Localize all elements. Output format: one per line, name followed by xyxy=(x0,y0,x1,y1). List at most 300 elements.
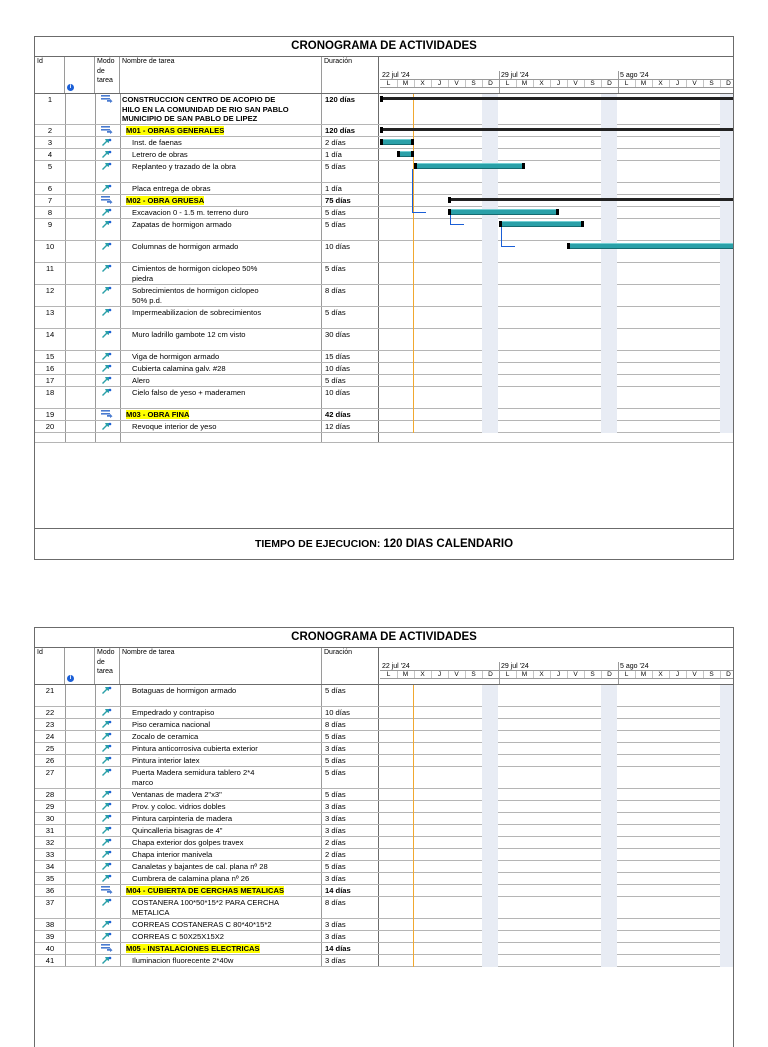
task-name: Chapa interior manivela xyxy=(132,850,213,859)
day-label: M xyxy=(640,80,647,87)
task-duration: 5 días xyxy=(322,731,379,742)
manual-task-icon xyxy=(101,184,113,192)
task-id: 6 xyxy=(35,183,66,194)
task-name-cell xyxy=(120,789,322,800)
task-name: M02 - OBRA GRUESA xyxy=(126,196,205,205)
blank-row xyxy=(35,433,733,443)
footer-value: 120 DIAS CALENDARIO xyxy=(383,538,514,550)
mode-cell xyxy=(95,421,121,432)
task-name: Cielo falso de yeso + maderamen xyxy=(132,388,246,397)
task-id: 30 xyxy=(35,813,66,824)
task-id: 2 xyxy=(35,125,66,136)
info-cell xyxy=(65,241,96,262)
day-label: J xyxy=(556,80,561,87)
task-bar-end-cap xyxy=(522,163,525,169)
mode-cell xyxy=(95,285,121,306)
weekend-shade xyxy=(601,685,617,967)
task-id: 8 xyxy=(35,207,66,218)
mode-cell xyxy=(95,183,121,194)
auto-schedule-icon xyxy=(101,944,113,952)
task-name-cell xyxy=(120,755,322,766)
manual-task-icon xyxy=(101,720,113,728)
task-id: 9 xyxy=(35,219,66,240)
mode-cell xyxy=(95,955,121,966)
day-label: V xyxy=(573,671,578,678)
mode-cell xyxy=(95,219,121,240)
task-name-cell xyxy=(120,767,322,788)
manual-task-icon xyxy=(101,838,113,846)
day-label: S xyxy=(590,671,595,678)
day-label: X xyxy=(420,671,425,678)
day-label: X xyxy=(658,80,663,87)
manual-task-icon xyxy=(101,686,113,694)
task-id: 3 xyxy=(35,137,66,148)
task-name-cell xyxy=(120,125,322,136)
task-name-cell xyxy=(120,421,322,432)
dependency-link xyxy=(450,215,451,224)
task-id: 27 xyxy=(35,767,66,788)
task-duration: 10 días xyxy=(322,387,379,408)
info-cell xyxy=(65,351,96,362)
info-cell xyxy=(65,387,96,408)
info-cell xyxy=(65,685,96,706)
task-duration: 14 días xyxy=(322,885,379,896)
task-name: M03 - OBRA FINA xyxy=(126,410,190,419)
mode-cell xyxy=(95,207,121,218)
task-id: 7 xyxy=(35,195,66,206)
task-id: 34 xyxy=(35,861,66,872)
task-name: Prov. y coloc. vidrios dobles xyxy=(132,802,226,811)
task-duration: 5 días xyxy=(322,161,379,182)
manual-task-icon xyxy=(101,364,113,372)
task-bar[interactable] xyxy=(380,139,414,145)
task-duration: 5 días xyxy=(322,767,379,788)
task-name-cell xyxy=(120,825,322,836)
day-label: L xyxy=(386,671,391,678)
day-label: D xyxy=(607,80,612,87)
info-cell xyxy=(65,285,96,306)
manual-task-icon xyxy=(101,898,113,906)
task-name-cell xyxy=(120,743,322,754)
auto-schedule-icon xyxy=(101,886,113,894)
task-id: 28 xyxy=(35,789,66,800)
mode-cell xyxy=(95,789,121,800)
task-duration: 5 días xyxy=(322,755,379,766)
manual-task-icon xyxy=(101,220,113,228)
task-name: Replanteo y trazado de la obra xyxy=(132,162,236,171)
gantt-chart xyxy=(380,94,734,433)
mode-cell xyxy=(95,861,121,872)
day-label: X xyxy=(658,671,663,678)
manual-task-icon xyxy=(101,330,113,338)
task-name-cell xyxy=(120,813,322,824)
task-bar-end-cap xyxy=(556,209,559,215)
info-cell xyxy=(65,719,96,730)
day-label: L xyxy=(505,671,510,678)
info-cell xyxy=(65,897,96,918)
mode-cell xyxy=(95,363,121,374)
mode-cell xyxy=(95,161,121,182)
task-name-cell xyxy=(120,329,322,350)
task-name: Cumbrera de calamina plana nº 26 xyxy=(132,874,250,883)
day-label: S xyxy=(471,671,476,678)
task-name-cell xyxy=(120,219,322,240)
dependency-link xyxy=(450,224,464,225)
task-name: Puerta Madera semidura tablero 2*4 xyxy=(132,768,255,777)
manual-task-icon xyxy=(101,388,113,396)
task-name-cell xyxy=(120,387,322,408)
info-cell xyxy=(65,825,96,836)
info-cell xyxy=(65,873,96,884)
task-name-cell xyxy=(120,897,322,918)
task-duration: 8 días xyxy=(322,897,379,918)
task-name-cell xyxy=(120,685,322,706)
task-id: 35 xyxy=(35,873,66,884)
header-mode: Modo de tarea xyxy=(95,57,120,93)
task-name: Columnas de hormigon armado xyxy=(132,242,239,251)
task-id: 4 xyxy=(35,149,66,160)
day-label: V xyxy=(692,80,697,87)
task-duration: 2 días xyxy=(322,849,379,860)
task-bar[interactable] xyxy=(414,163,525,169)
info-cell xyxy=(65,861,96,872)
task-bar-start-cap xyxy=(567,243,570,249)
info-cell xyxy=(65,195,96,206)
task-id: 32 xyxy=(35,837,66,848)
info-cell xyxy=(65,307,96,328)
info-cell xyxy=(65,813,96,824)
mode-cell xyxy=(95,195,121,206)
info-cell xyxy=(65,943,96,954)
day-label: M xyxy=(402,671,409,678)
manual-task-icon xyxy=(101,422,113,430)
task-name-cell xyxy=(120,149,322,160)
info-cell xyxy=(65,931,96,942)
task-duration: 5 días xyxy=(322,789,379,800)
day-label: M xyxy=(402,80,409,87)
manual-task-icon xyxy=(101,768,113,776)
manual-task-icon xyxy=(101,208,113,216)
mode-cell xyxy=(95,707,121,718)
task-duration: 3 días xyxy=(322,743,379,754)
schedule-page-1 xyxy=(34,36,734,560)
day-label: V xyxy=(573,80,578,87)
manual-task-icon xyxy=(101,814,113,822)
task-duration: 5 días xyxy=(322,861,379,872)
info-cell xyxy=(65,219,96,240)
task-id: 23 xyxy=(35,719,66,730)
task-duration: 3 días xyxy=(322,955,379,966)
info-cell xyxy=(65,837,96,848)
task-name: Letrero de obras xyxy=(132,150,188,159)
day-label: L xyxy=(386,80,391,87)
day-label: M xyxy=(521,80,528,87)
day-label: L xyxy=(624,80,629,87)
task-name: Pintura anticorrosiva cubierta exterior xyxy=(132,744,258,753)
task-name-cell xyxy=(120,801,322,812)
info-cell xyxy=(65,263,96,284)
summary-bar[interactable] xyxy=(380,128,734,131)
task-bar[interactable] xyxy=(499,221,584,227)
task-name-cell xyxy=(120,183,322,194)
manual-task-icon xyxy=(101,376,113,384)
task-id: 20 xyxy=(35,421,66,432)
task-name-cell xyxy=(120,849,322,860)
info-cell xyxy=(65,955,96,966)
task-name-cell xyxy=(120,861,322,872)
table-header-2 xyxy=(35,648,733,685)
task-name: M05 - INSTALACIONES ELECTRICAS xyxy=(126,944,260,953)
task-id: 10 xyxy=(35,241,66,262)
task-id: 22 xyxy=(35,707,66,718)
weekend-shade xyxy=(720,685,734,967)
task-name-cell xyxy=(120,161,322,182)
manual-task-icon xyxy=(101,286,113,294)
task-id: 25 xyxy=(35,743,66,754)
mode-cell xyxy=(95,767,121,788)
header-duration: Duración xyxy=(322,57,379,93)
mode-cell xyxy=(95,387,121,408)
info-cell xyxy=(65,409,96,420)
weekend-shade xyxy=(720,94,734,433)
info-cell xyxy=(65,849,96,860)
info-cell xyxy=(65,161,96,182)
task-name: Quincalleria bisagras de 4" xyxy=(132,826,223,835)
task-name: Ventanas de madera 2"x3" xyxy=(132,790,222,799)
task-name-cell xyxy=(120,363,322,374)
task-name-cell xyxy=(120,731,322,742)
task-bar-start-cap xyxy=(380,139,383,145)
page-title: CRONOGRAMA DE ACTIVIDADES xyxy=(35,37,733,57)
task-name: M04 - CUBIERTA DE CERCHAS METALICAS xyxy=(126,886,285,895)
day-label: J xyxy=(675,671,680,678)
info-icon: i xyxy=(67,675,74,682)
task-name-cell xyxy=(120,943,322,954)
mode-cell xyxy=(95,919,121,930)
info-cell xyxy=(65,183,96,194)
week-label: 29 jul '24 xyxy=(501,663,529,670)
header-name-2: Nombre de tarea xyxy=(120,648,322,684)
manual-task-icon xyxy=(101,708,113,716)
task-duration: 3 días xyxy=(322,801,379,812)
task-bar-start-cap xyxy=(397,151,400,157)
task-duration: 3 días xyxy=(322,813,379,824)
info-cell xyxy=(65,731,96,742)
info-cell xyxy=(65,755,96,766)
task-duration: 2 días xyxy=(322,137,379,148)
task-id: 1 xyxy=(35,94,66,124)
task-name: Canaletas y bajantes de cal. plana nº 28 xyxy=(132,862,268,871)
task-duration: 5 días xyxy=(322,207,379,218)
summary-bar[interactable] xyxy=(448,198,734,201)
day-label: M xyxy=(521,671,528,678)
task-duration: 2 días xyxy=(322,837,379,848)
task-name-cell xyxy=(120,263,322,284)
task-name: 50% p.d. xyxy=(132,295,162,305)
info-cell xyxy=(65,707,96,718)
day-label: J xyxy=(437,80,442,87)
page-title-2: CRONOGRAMA DE ACTIVIDADES xyxy=(35,628,733,648)
task-name: Piso ceramica nacional xyxy=(132,720,211,729)
task-duration: 8 días xyxy=(322,285,379,306)
info-cell xyxy=(65,94,96,124)
task-name: Empedrado y contrapiso xyxy=(132,708,215,717)
task-name: M01 - OBRAS GENERALES xyxy=(126,126,225,135)
task-name: Zocalo de ceramica xyxy=(132,732,199,741)
task-id: 21 xyxy=(35,685,66,706)
task-duration: 12 días xyxy=(322,421,379,432)
week-label: 5 ago '24 xyxy=(620,663,649,670)
task-duration: 5 días xyxy=(322,685,379,706)
mode-cell xyxy=(95,801,121,812)
task-name-cell xyxy=(120,719,322,730)
task-name-cell xyxy=(120,837,322,848)
task-name: Viga de hormigon armado xyxy=(132,352,220,361)
task-name: Cimientos de hormigon ciclopeo 50% xyxy=(132,264,258,273)
task-name: Impermeabilizacion de sobrecimientos xyxy=(132,308,262,317)
task-name-cell xyxy=(120,285,322,306)
task-duration: 5 días xyxy=(322,263,379,284)
mode-cell xyxy=(95,685,121,706)
auto-schedule-icon xyxy=(101,126,113,134)
task-name-cell xyxy=(120,931,322,942)
mode-cell xyxy=(95,375,121,386)
task-name: METALICA xyxy=(132,907,170,917)
mode-cell xyxy=(95,931,121,942)
mode-cell xyxy=(95,329,121,350)
task-name-cell xyxy=(120,707,322,718)
mode-cell xyxy=(95,943,121,954)
task-duration: 10 días xyxy=(322,363,379,374)
task-duration: 10 días xyxy=(322,707,379,718)
task-id: 17 xyxy=(35,375,66,386)
task-id: 33 xyxy=(35,849,66,860)
header-name: Nombre de tarea xyxy=(120,57,322,93)
task-id: 16 xyxy=(35,363,66,374)
mode-cell xyxy=(95,351,121,362)
header-duration-2: Duración xyxy=(322,648,379,684)
info-cell xyxy=(65,375,96,386)
task-bar-start-cap xyxy=(414,163,417,169)
task-name: Excavacion 0 - 1.5 m. terreno duro xyxy=(132,208,249,217)
info-cell xyxy=(65,789,96,800)
day-label: V xyxy=(454,671,459,678)
task-duration: 14 días xyxy=(322,943,379,954)
day-label: D xyxy=(607,671,612,678)
manual-task-icon xyxy=(101,790,113,798)
mode-cell xyxy=(95,897,121,918)
task-name-cell xyxy=(120,873,322,884)
task-name: HILO EN LA COMUNIDAD DE RIO SAN PABLO xyxy=(122,104,289,114)
day-label: X xyxy=(539,80,544,87)
task-name: CONSTRUCCION CENTRO DE ACOPIO DE xyxy=(122,95,276,104)
day-label: V xyxy=(454,80,459,87)
header-id-2: Id xyxy=(35,648,65,684)
header-id: Id xyxy=(35,57,65,93)
task-name-cell xyxy=(120,94,322,124)
day-label: L xyxy=(505,80,510,87)
task-duration: 75 días xyxy=(322,195,379,206)
mode-cell xyxy=(95,731,121,742)
task-duration: 1 día xyxy=(322,183,379,194)
task-name-cell xyxy=(120,375,322,386)
info-cell xyxy=(65,207,96,218)
manual-task-icon xyxy=(101,850,113,858)
manual-task-icon xyxy=(101,932,113,940)
task-name-cell xyxy=(120,885,322,896)
week-label: 22 jul '24 xyxy=(382,663,410,670)
info-cell xyxy=(65,885,96,896)
task-name: piedra xyxy=(132,273,154,283)
task-id: 38 xyxy=(35,919,66,930)
mode-cell xyxy=(95,94,121,124)
manual-task-icon xyxy=(101,756,113,764)
manual-task-icon xyxy=(101,150,113,158)
header-info xyxy=(65,57,95,93)
task-bar[interactable] xyxy=(567,243,734,249)
mode-cell xyxy=(95,263,121,284)
task-name: Botaguas de hormigon armado xyxy=(132,686,237,695)
task-name: Inst. de faenas xyxy=(132,138,182,147)
task-bar[interactable] xyxy=(448,209,559,215)
day-label: S xyxy=(709,80,714,87)
table-header xyxy=(35,57,733,94)
day-label: X xyxy=(539,671,544,678)
task-duration: 120 días xyxy=(322,125,379,136)
task-id: 19 xyxy=(35,409,66,420)
dependency-link xyxy=(501,227,502,246)
day-label: S xyxy=(709,671,714,678)
task-name-cell xyxy=(120,919,322,930)
mode-cell xyxy=(95,743,121,754)
task-name: CORREAS C 50X25X15X2 xyxy=(132,932,225,941)
info-cell xyxy=(65,363,96,374)
mode-cell xyxy=(95,755,121,766)
task-id: 15 xyxy=(35,351,66,362)
schedule-page-2 xyxy=(34,627,734,1047)
info-cell xyxy=(65,137,96,148)
task-name-cell xyxy=(120,195,322,206)
task-name: COSTANERA 100*50*15*2 PARA CERCHA xyxy=(132,898,280,907)
task-id: 12 xyxy=(35,285,66,306)
dependency-link xyxy=(501,246,515,247)
day-label: J xyxy=(437,671,442,678)
day-label: X xyxy=(420,80,425,87)
manual-task-icon xyxy=(101,242,113,250)
task-name-cell xyxy=(120,955,322,966)
mode-cell xyxy=(95,149,121,160)
day-label: V xyxy=(692,671,697,678)
task-name-cell xyxy=(120,409,322,420)
manual-task-icon xyxy=(101,352,113,360)
task-bar-end-cap xyxy=(581,221,584,227)
manual-task-icon xyxy=(101,744,113,752)
summary-bar[interactable] xyxy=(380,97,734,100)
task-name: CORREAS COSTANERAS C 80*40*15*2 xyxy=(132,920,272,929)
task-name-cell xyxy=(120,351,322,362)
weekend-shade xyxy=(482,685,498,967)
task-duration: 120 días xyxy=(322,94,379,124)
info-cell xyxy=(65,329,96,350)
task-id: 31 xyxy=(35,825,66,836)
weekend-shade xyxy=(601,94,617,433)
info-cell xyxy=(65,919,96,930)
gantt-chart-2 xyxy=(380,685,734,967)
task-duration: 30 días xyxy=(322,329,379,350)
info-cell xyxy=(65,801,96,812)
task-id: 26 xyxy=(35,755,66,766)
day-label: J xyxy=(556,671,561,678)
